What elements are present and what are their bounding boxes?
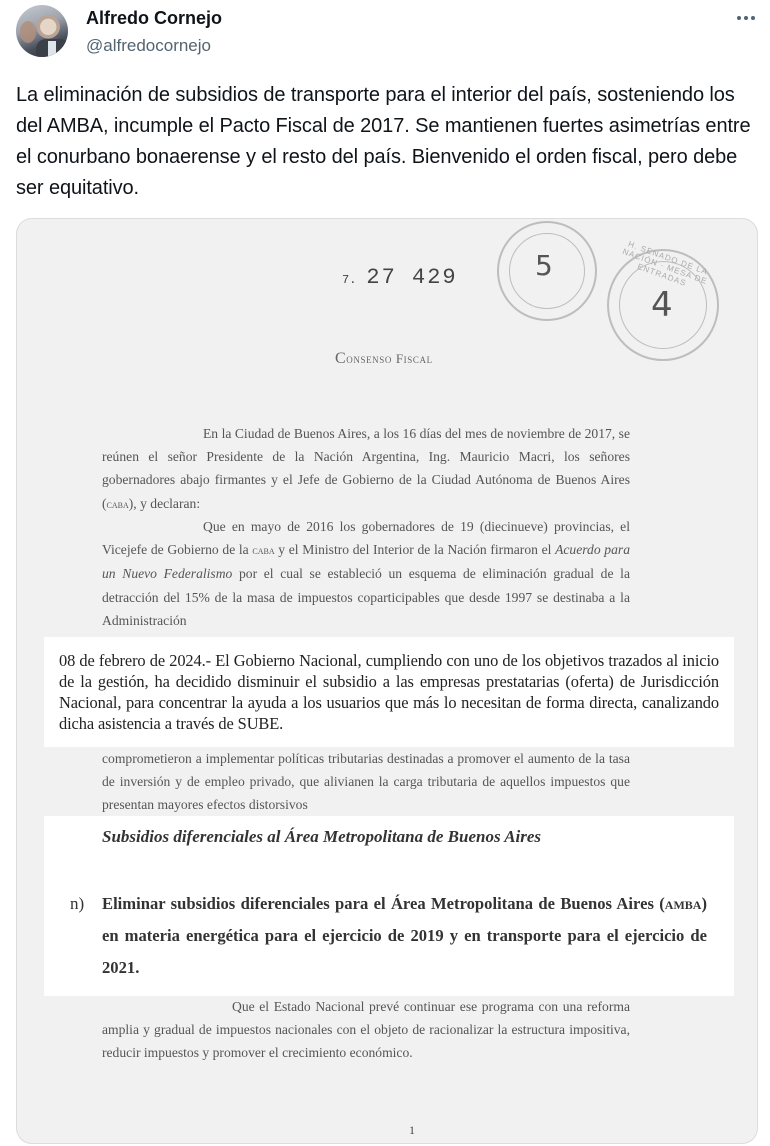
document-paragraph: Que el Estado Nacional prevé continuar ese programa con una reforma amplia y gradual de impuestos nacionales con el objeto de racionalizar la estructura impositiva, reducir impuestos y promover el crecimiento económico.: [102, 999, 630, 1061]
tweet-media-image[interactable]: [16, 218, 758, 1144]
seal-stamp-icon: [497, 221, 597, 321]
tweet-header: [0, 0, 770, 66]
clause-item-label: n): [70, 894, 85, 913]
overlay-announcement-box: [44, 637, 734, 747]
handwritten-number: 5: [535, 249, 553, 282]
document-paragraph: En la Ciudad de Buenos Aires, a los 16 días del mes de noviembre de 2017, se reúnen el señor Presidente de la Nación Argentina, Ing. Mauricio Macri, los señores gobernadores abajo firmantes y el Jefe de Gobierno de la Ciudad Autónoma de Buenos Aires (caba), y declaran:: [102, 426, 630, 511]
document-paragraph: comprometieron a implementar políticas tributarias destinadas a promover el aumento de la tasa de inversión y de empleo privado, que alivianen la carga tributaria de aquellos impuestos que presentan mayores efectos distorsivos: [102, 751, 630, 813]
clause-item-text: Eliminar subsidios diferenciales para el Área Metropolitana de Buenos Aires (amba) en materia energética para el ejercicio de 2019 y en transporte para el ejercicio de 2021.: [102, 894, 707, 977]
dot: [744, 16, 748, 20]
handwritten-number: 4: [651, 285, 673, 325]
avatar-photo-detail: [20, 21, 36, 43]
avatar[interactable]: [16, 5, 68, 57]
document-paragraph: Que en mayo de 2016 los gobernadores de 19 (diecinueve) provincias, el Vicejefe de Gobierno de la caba y el Ministro del Interior de la Nación firmaron el Acuerdo para un Nuevo Federalismo por el cual se estableció un esquema de eliminación gradual de la detracción del 15% de la masa de impuestos coparticipables que desde 1997 se destinaba a la Administración: [102, 519, 630, 628]
overlay-clause-box: [44, 816, 734, 996]
dot: [751, 16, 755, 20]
seal-text: H. SENADO DE LA NACIÓN · MESA DE ENTRADAS: [621, 239, 710, 289]
stamp-number: 27 429: [366, 265, 458, 290]
page-number: 1: [409, 1123, 415, 1137]
document-title: Consenso Fiscal: [335, 350, 433, 367]
author-name[interactable]: Alfredo Cornejo: [86, 8, 223, 28]
clause-subtitle: Subsidios diferenciales al Área Metropolitana de Buenos Aires: [102, 827, 542, 846]
stamp-number-prefix: 7.: [342, 273, 357, 287]
more-options-icon[interactable]: [734, 10, 758, 26]
dot: [737, 16, 741, 20]
announcement-text: 08 de febrero de 2024.- El Gobierno Nacional, cumpliendo con uno de los objetivos trazados al inicio de la gestión, ha decidido disminuir el subsidio a las empresas prestatarias (oferta) de Jurisdicción Nacional, para concentrar la ayuda a los usuarios que más lo necesitan de forma directa, canalizando dicha asistencia a través de SUBE.: [59, 651, 719, 733]
senate-seal-stamp-icon: [607, 239, 719, 361]
document-stamp-number: [342, 265, 458, 290]
author-handle[interactable]: @alfredocornejo: [86, 36, 211, 55]
tweet-text: La eliminación de subsidios de transporte para el interior del país, sosteniendo los del AMBA, incumple el Pacto Fiscal de 2017. Se mantienen fuertes asimetrías entre el conurbano bonaerense y el resto del país. Bienvenido el orden fiscal, pero debe ser equitativo.: [16, 84, 751, 199]
avatar-photo-detail: [48, 41, 56, 57]
